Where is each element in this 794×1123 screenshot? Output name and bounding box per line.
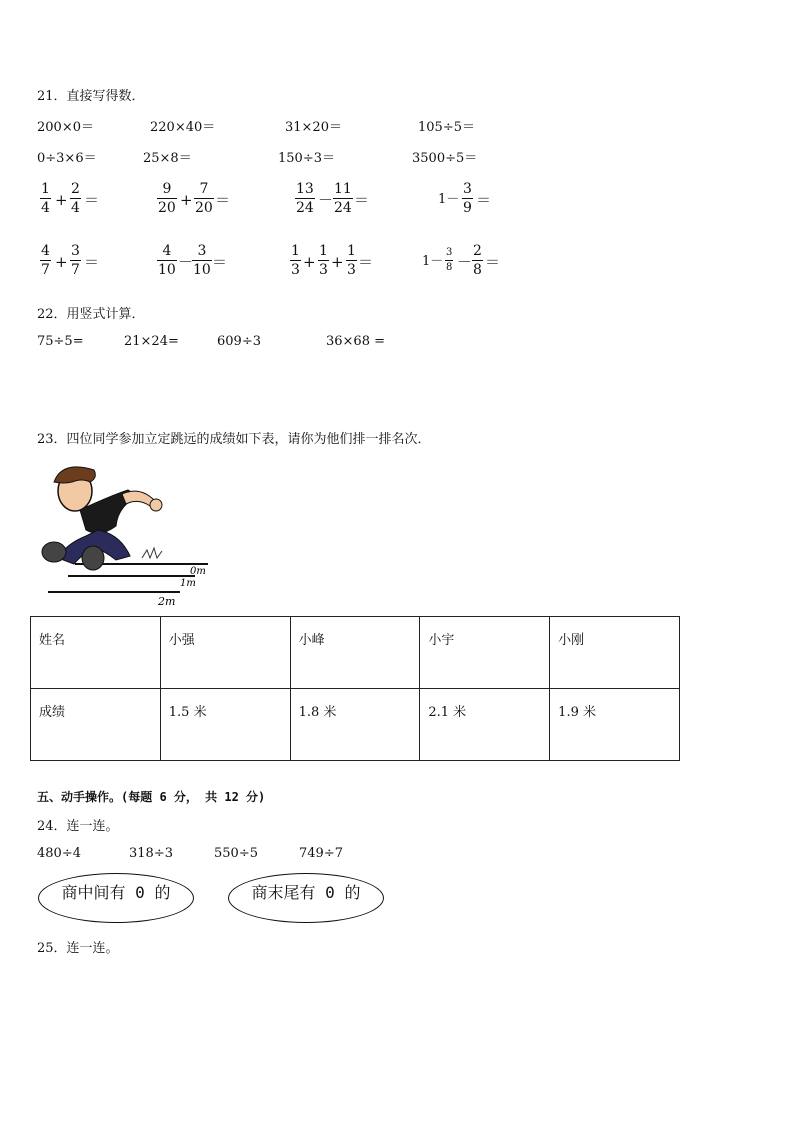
fraction	[70, 244, 81, 277]
denominator: 3	[347, 262, 356, 278]
plus-sign: +	[55, 253, 68, 271]
denominator: 8	[446, 262, 453, 273]
table-cell: 小强	[160, 617, 290, 689]
numerator: 1	[347, 243, 356, 259]
table-cell: 1.8 米	[290, 689, 420, 761]
q22-title: 22．用竖式计算．	[37, 307, 145, 322]
minus-sign: －	[178, 253, 194, 271]
numerator: 3	[197, 243, 207, 259]
equals-sign: ＝	[358, 253, 374, 271]
numerator: 4	[162, 243, 172, 259]
long-jump-illustration	[30, 458, 220, 610]
results-table	[30, 616, 680, 761]
equals-sign: ＝	[212, 253, 228, 271]
jumper-figure	[30, 458, 220, 610]
q21-item: 25×8＝	[143, 151, 192, 166]
numerator: 1	[41, 181, 50, 197]
q24-item: 749÷7	[299, 846, 343, 861]
denominator: 3	[291, 262, 300, 278]
fraction	[333, 182, 353, 215]
q21-item: 3500÷5＝	[412, 151, 478, 166]
numerator: 2	[71, 181, 80, 197]
fraction	[445, 248, 453, 273]
fraction	[295, 182, 315, 215]
numerator: 13	[296, 181, 314, 197]
table-cell: 小宇	[420, 617, 550, 689]
denominator: 24	[334, 200, 352, 216]
ellipse-end-zero[interactable]: 商末尾有 0 的	[228, 873, 384, 923]
table-row	[31, 617, 680, 689]
fraction	[346, 244, 357, 277]
one-minus: 1－	[438, 192, 460, 207]
numerator: 9	[162, 181, 172, 197]
denominator: 10	[193, 262, 211, 278]
plus-sign: +	[180, 191, 193, 209]
denominator: 24	[296, 200, 314, 216]
table-cell: 2.1 米	[420, 689, 550, 761]
numerator: 3	[463, 181, 472, 197]
denominator: 8	[473, 262, 482, 278]
equals-sign: ＝	[215, 191, 231, 209]
one-minus: 1－	[422, 254, 444, 269]
numerator: 11	[334, 181, 352, 197]
minus-sign: －	[457, 253, 473, 271]
section-heading: 五、动手操作。(每题 6 分， 共 12 分)	[37, 790, 266, 804]
equals-sign: ＝	[485, 253, 501, 271]
numerator: 7	[199, 181, 209, 197]
q25-title: 25．连一连。	[37, 941, 119, 956]
plus-sign: +	[303, 253, 316, 271]
plus-sign: +	[55, 191, 68, 209]
denominator: 4	[41, 200, 50, 216]
fraction	[472, 244, 483, 277]
denominator: 20	[195, 200, 213, 216]
mark-2m: 2m	[158, 595, 176, 608]
numerator: 3	[446, 247, 453, 258]
plus-sign: +	[331, 253, 344, 271]
equals-sign: ＝	[354, 191, 370, 209]
fraction	[318, 244, 329, 277]
numerator: 1	[319, 243, 328, 259]
numerator: 4	[41, 243, 50, 259]
fraction	[157, 182, 177, 215]
q21-item: 200×0＝	[37, 120, 94, 135]
numerator: 3	[71, 243, 80, 259]
fraction	[70, 182, 81, 215]
fraction	[192, 244, 212, 277]
fraction	[157, 244, 177, 277]
numerator: 1	[291, 243, 300, 259]
q21-item: 31×20＝	[285, 120, 342, 135]
equals-sign: ＝	[84, 191, 100, 209]
q21-title: 21．直接写得数．	[37, 89, 145, 104]
table-row	[31, 689, 680, 761]
denominator: 3	[319, 262, 328, 278]
q22-item: 609÷3	[217, 334, 261, 349]
q22-item: 75÷5=	[37, 334, 84, 349]
denominator: 10	[158, 262, 176, 278]
denominator: 7	[71, 262, 80, 278]
minus-sign: －	[318, 191, 334, 209]
mark-0m: 0m	[190, 566, 206, 577]
q24-item: 550÷5	[214, 846, 258, 861]
q21-item: 150÷3＝	[278, 151, 335, 166]
denominator: 7	[41, 262, 50, 278]
fraction	[290, 244, 301, 277]
q23-title: 23．四位同学参加立定跳远的成绩如下表，请你为他们排一排名次．	[37, 432, 431, 447]
q21-item: 105÷5＝	[418, 120, 475, 135]
ellipse-middle-zero[interactable]: 商中间有 0 的	[38, 873, 194, 923]
table-cell: 1.9 米	[550, 689, 680, 761]
denominator: 9	[463, 200, 472, 216]
equals-sign: ＝	[84, 253, 100, 271]
fraction	[462, 182, 473, 215]
fraction	[40, 244, 51, 277]
q24-item: 318÷3	[129, 846, 173, 861]
denominator: 20	[158, 200, 176, 216]
equals-sign: ＝	[476, 191, 492, 209]
denominator: 4	[71, 200, 80, 216]
q24-title: 24．连一连。	[37, 819, 119, 834]
q21-item: 0÷3×6＝	[37, 151, 97, 166]
table-header-cell: 成绩	[31, 689, 161, 761]
fraction	[194, 182, 214, 215]
table-cell: 1.5 米	[160, 689, 290, 761]
q22-item: 36×68 =	[326, 334, 386, 349]
numerator: 2	[473, 243, 482, 259]
fraction	[40, 182, 51, 215]
q22-item: 21×24=	[124, 334, 179, 349]
table-cell: 小刚	[550, 617, 680, 689]
mark-1m: 1m	[180, 578, 196, 589]
table-cell: 小峰	[290, 617, 420, 689]
q21-item: 220×40＝	[150, 120, 216, 135]
q24-item: 480÷4	[37, 846, 81, 861]
table-header-cell: 姓名	[31, 617, 161, 689]
